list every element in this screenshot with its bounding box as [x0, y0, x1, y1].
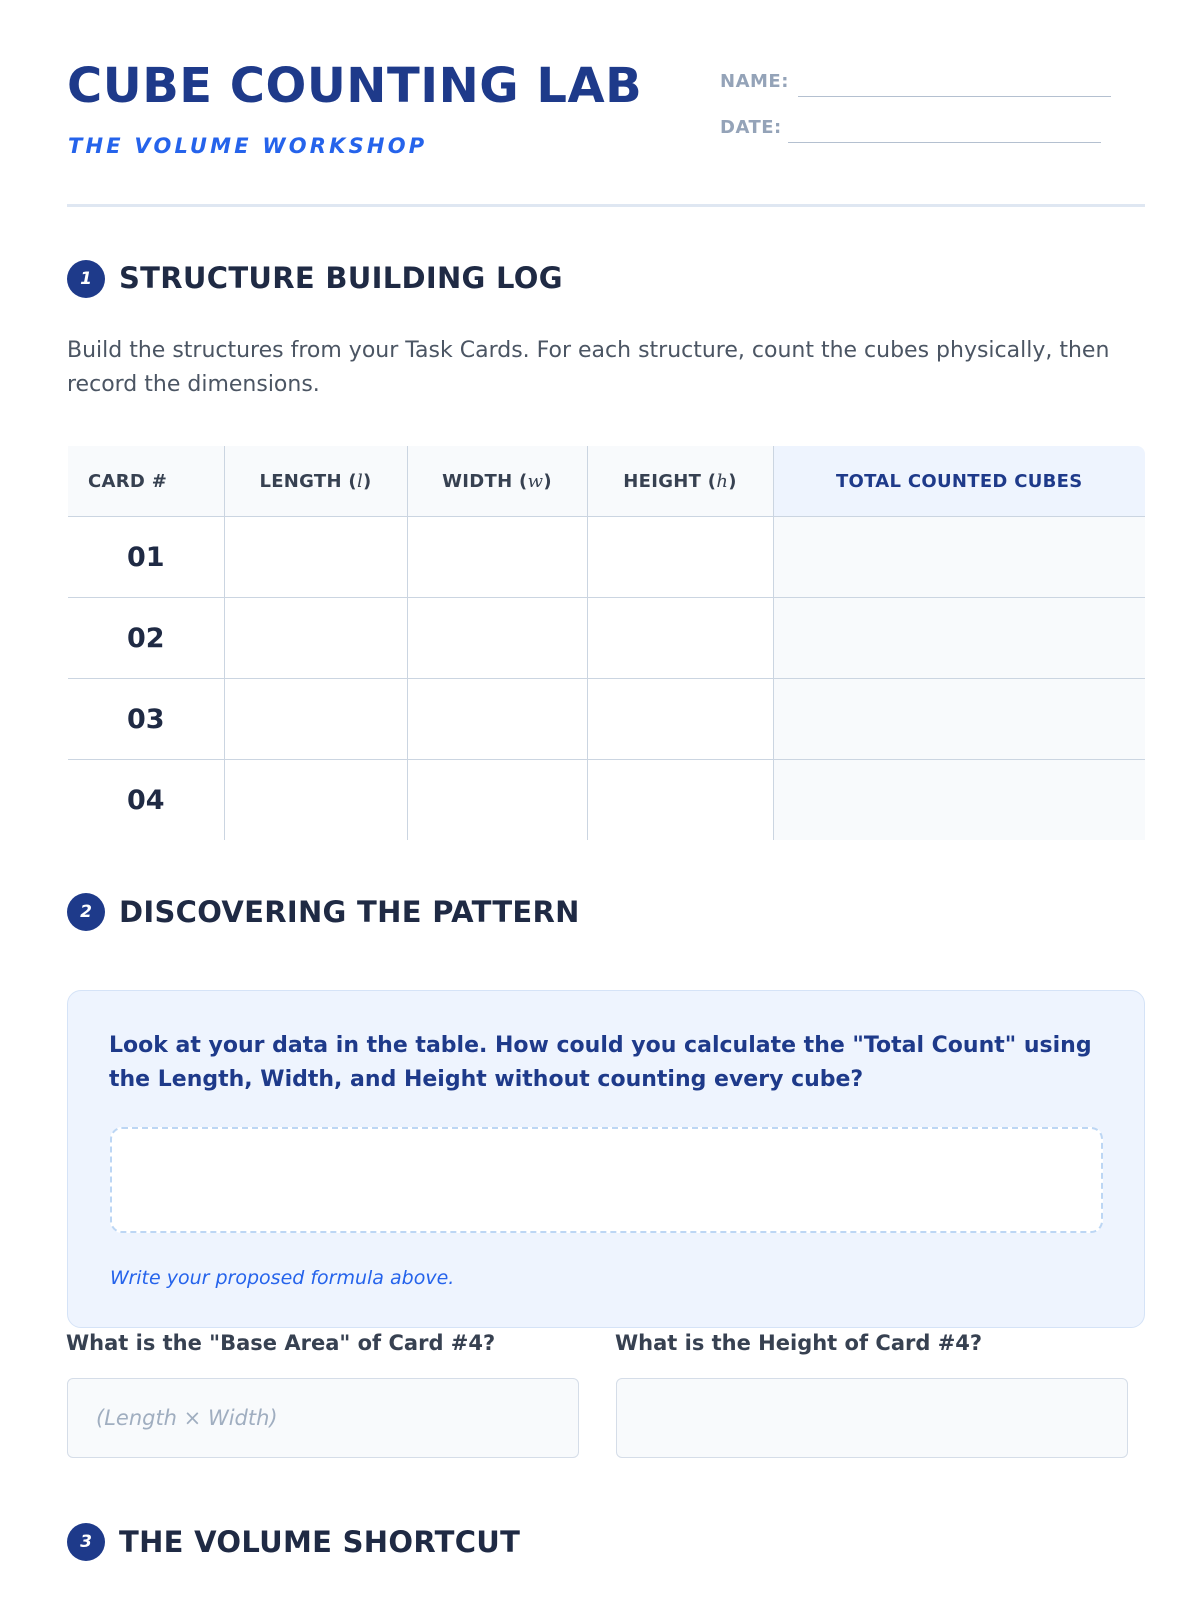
height-cell[interactable] [587, 598, 773, 679]
section-2-title: DISCOVERING THE PATTERN [119, 895, 580, 929]
height-cell[interactable] [587, 679, 773, 760]
length-cell[interactable] [224, 517, 407, 598]
column-header-total: TOTAL COUNTED CUBES [773, 446, 1145, 517]
length-cell[interactable] [224, 760, 407, 841]
name-field[interactable] [798, 96, 1111, 97]
total-cell[interactable] [773, 760, 1145, 841]
section-1-title: STRUCTURE BUILDING LOG [119, 261, 563, 295]
column-header-width: WIDTH (w) [407, 446, 587, 517]
date-label: DATE: [720, 117, 782, 138]
width-cell[interactable] [407, 760, 587, 841]
card-number-cell: 03 [68, 679, 224, 760]
base-area-question: What is the "Base Area" of Card #4? [66, 1331, 496, 1355]
table-row [68, 598, 1145, 679]
height-cell[interactable] [587, 517, 773, 598]
base-area-placeholder: (Length × Width) [96, 1406, 278, 1430]
section-2-badge: 2 [67, 893, 105, 931]
card-number-cell: 04 [68, 760, 224, 841]
width-cell[interactable] [407, 517, 587, 598]
length-cell[interactable] [224, 598, 407, 679]
base-area-answer-field[interactable] [67, 1378, 579, 1458]
card-number-cell: 02 [68, 598, 224, 679]
table-header-row [68, 446, 1145, 517]
name-label: NAME: [720, 71, 789, 92]
pattern-question: Look at your data in the table. How could you calculate the "Total Count" using the Length, Width, and Height without counting every cube? [109, 1033, 1092, 1092]
width-cell[interactable] [407, 598, 587, 679]
section-3-badge: 3 [67, 1523, 105, 1561]
table-row [68, 517, 1145, 598]
width-cell[interactable] [407, 679, 587, 760]
section-1-badge: 1 [67, 260, 105, 298]
height-answer-field[interactable] [616, 1378, 1128, 1458]
column-header-height: HEIGHT (h) [587, 446, 773, 517]
date-field[interactable] [788, 142, 1101, 143]
total-cell[interactable] [773, 517, 1145, 598]
length-cell[interactable] [224, 679, 407, 760]
total-cell[interactable] [773, 679, 1145, 760]
header-divider [67, 204, 1145, 207]
total-cell[interactable] [773, 598, 1145, 679]
height-question: What is the Height of Card #4? [615, 1331, 983, 1355]
height-cell[interactable] [587, 760, 773, 841]
section-3-title: THE VOLUME SHORTCUT [119, 1525, 521, 1559]
worksheet-title: CUBE COUNTING LAB [67, 58, 643, 114]
pattern-question-box [67, 990, 1145, 1328]
column-header-length: LENGTH (l) [224, 446, 407, 517]
table-row [68, 760, 1145, 841]
formula-answer-field[interactable] [110, 1127, 1103, 1233]
section-1-instructions: Build the structures from your Task Cards. For each structure, count the cubes physically, then record the dimensions. [67, 338, 1110, 397]
formula-hint: Write your proposed formula above. [110, 1267, 455, 1289]
worksheet-subtitle: THE VOLUME WORKSHOP [68, 134, 428, 158]
column-header-card: CARD # [68, 446, 224, 517]
structure-log-table [68, 446, 1145, 840]
card-number-cell: 01 [126, 541, 165, 573]
table-row [68, 679, 1145, 760]
